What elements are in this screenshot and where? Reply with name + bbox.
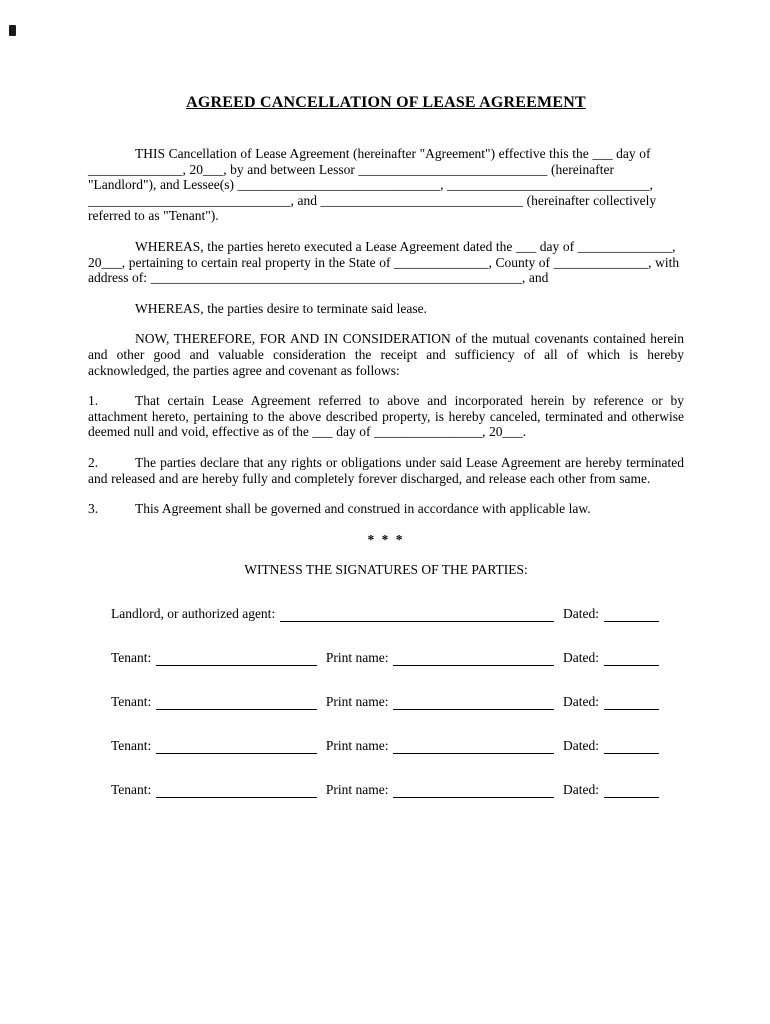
dated-label: Dated:	[563, 781, 600, 797]
dated-label: Dated:	[563, 737, 600, 753]
paragraph-intro: THIS Cancellation of Lease Agreement (hereinafter "Agreement") effective this the ___ day of ______________, 20___, by and between Lessor ____________________________ (hereinafter "Landlord"), and Lessee(s) ______________________________, ______________________________, ______________________________, and ______________________________ (hereinafter collectively referred to as "Tenant").	[88, 146, 657, 224]
tenant-label: Tenant:	[111, 693, 152, 709]
tenant-signature-line	[156, 785, 317, 798]
print-name-line	[393, 785, 554, 798]
dated-line	[604, 697, 659, 710]
dated-label: Dated:	[563, 693, 600, 709]
scan-artifact	[9, 25, 16, 36]
dated-line	[604, 653, 659, 666]
item-number: 2.	[88, 454, 99, 470]
tenant-signature-line	[156, 653, 317, 666]
tenant-signature-line	[156, 697, 317, 710]
item-number: 3.	[88, 501, 99, 517]
section-separator: * * *	[367, 531, 405, 547]
numbered-item-3	[88, 501, 684, 517]
item-text: The parties declare that any rights or obligations under said Lease Agreement are hereby terminated and released and are hereby fully and completely forever discharged, and release each other from same.	[88, 454, 684, 486]
paragraph-now-therefore: NOW, THEREFORE, FOR AND IN CONSIDERATION of the mutual covenants contained herein and other good and valuable consideration the receipt and sufficiency of all of which is hereby acknowledged, the parties agree and covenant as follows:	[88, 331, 684, 378]
item-text: That certain Lease Agreement referred to above and incorporated herein by reference or by attachment hereto, pertaining to the above described property, is hereby canceled, terminated and otherwise deemed null and void, effective as of the ___ day of ________________, 20___.	[88, 393, 684, 440]
landlord-signature-line	[280, 609, 554, 622]
dated-line	[604, 741, 659, 754]
print-name-line	[393, 741, 554, 754]
tenant-label: Tenant:	[111, 737, 152, 753]
landlord-label: Landlord, or authorized agent:	[111, 605, 276, 621]
numbered-item-1	[88, 393, 684, 440]
tenant-signature-line	[156, 741, 317, 754]
dated-line	[604, 785, 659, 798]
print-name-label: Print name:	[325, 649, 389, 665]
paragraph-whereas-desire: WHEREAS, the parties desire to terminate said lease.	[135, 300, 427, 316]
signature-row-tenant-4	[111, 782, 659, 798]
item-text: This Agreement shall be governed and construed in accordance with applicable law.	[135, 501, 591, 517]
print-name-label: Print name:	[325, 781, 389, 797]
signature-row-tenant-2	[111, 694, 659, 710]
print-name-line	[393, 653, 554, 666]
document-title: AGREED CANCELLATION OF LEASE AGREEMENT	[186, 94, 586, 111]
paragraph-whereas-lease: WHEREAS, the parties hereto executed a Lease Agreement dated the ___ day of ______________, 20___, pertaining to certain real property in the State of ______________, County of ______________, with address of: _______________________________________________________, and	[88, 238, 680, 286]
signature-row-landlord	[111, 606, 659, 622]
tenant-label: Tenant:	[111, 649, 152, 665]
dated-label: Dated:	[563, 605, 599, 621]
witness-heading: WITNESS THE SIGNATURES OF THE PARTIES:	[244, 562, 528, 578]
print-name-line	[393, 697, 554, 710]
dated-label: Dated:	[563, 649, 600, 665]
signature-section	[88, 606, 684, 798]
item-number: 1.	[88, 393, 99, 409]
signature-row-tenant-3	[111, 738, 659, 754]
signature-row-tenant-1	[111, 650, 659, 666]
print-name-label: Print name:	[325, 693, 389, 709]
numbered-item-2	[88, 455, 684, 486]
dated-line	[604, 609, 659, 622]
tenant-label: Tenant:	[111, 781, 152, 797]
print-name-label: Print name:	[325, 737, 389, 753]
